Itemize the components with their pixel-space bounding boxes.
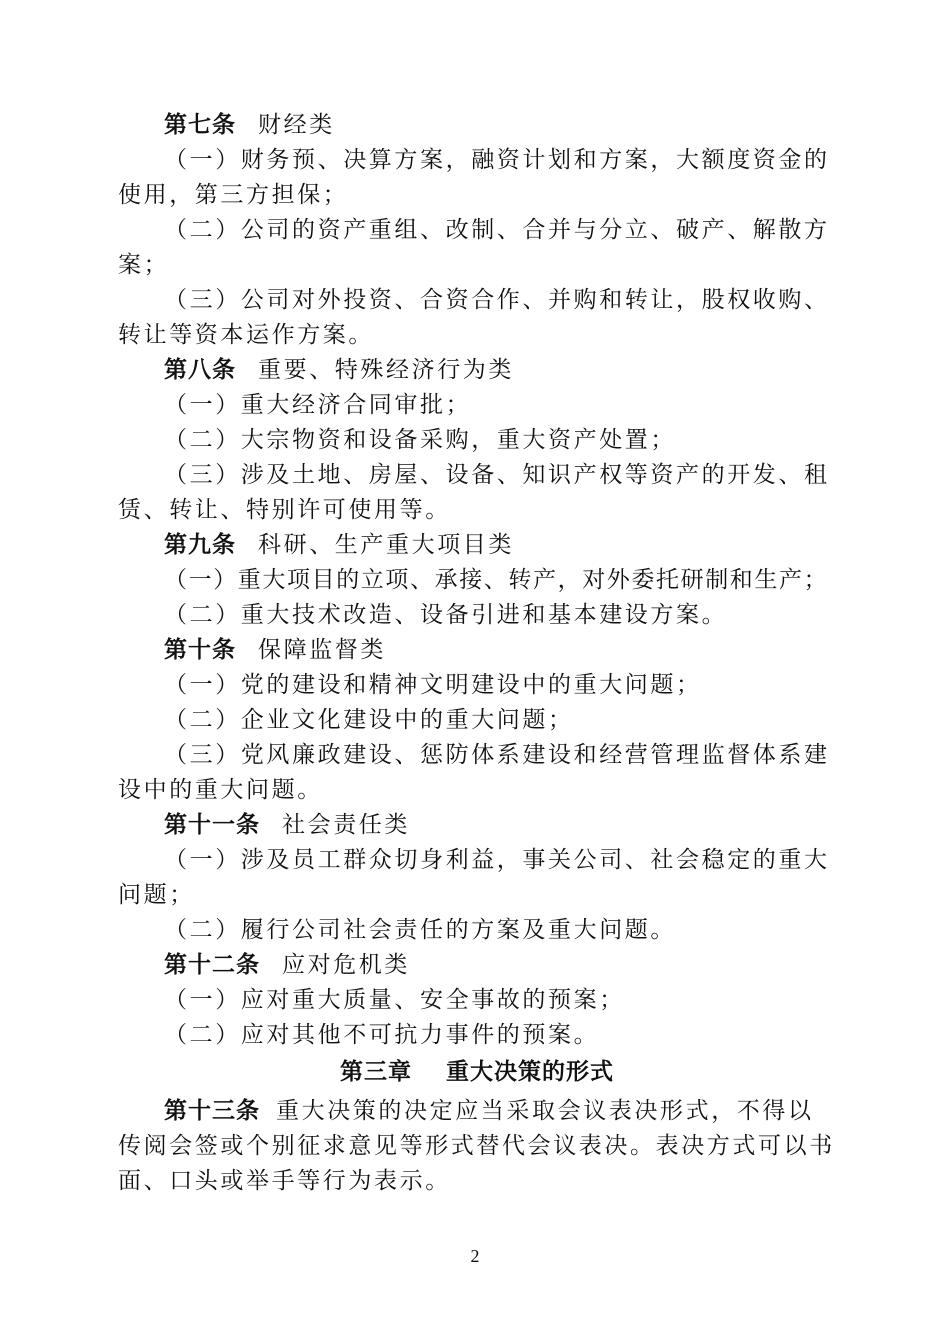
clause-line: 设中的重大问题。 — [118, 777, 323, 803]
paragraph-text: 重大决策的决定应当采取会议表决形式，不得以 — [276, 1098, 814, 1124]
article-heading — [118, 353, 836, 388]
article-8 — [118, 353, 836, 528]
clause-line: （一）涉及员工群众切身利益，事关公司、社会稳定的重大 — [164, 847, 830, 873]
clause-line: （一）应对重大质量、安全事故的预案； — [164, 987, 625, 1013]
article-heading — [118, 808, 836, 843]
article-number: 第十一条 — [164, 812, 260, 838]
clause-line: 转让等资本运作方案。 — [118, 322, 374, 348]
clause-line: 使用，第三方担保； — [118, 182, 349, 208]
article-title: 科研、生产重大项目类 — [258, 532, 514, 558]
clause-line: （一）重大经济合同审批； — [164, 392, 472, 418]
article-title: 社会责任类 — [282, 812, 410, 838]
clause-line: （二）企业文化建设中的重大问题； — [164, 707, 574, 733]
clause-line: （二）应对其他不可抗力事件的预案。 — [164, 1022, 600, 1048]
article-7 — [118, 108, 836, 353]
clause-line: （三）党风廉政建设、惩防体系建设和经营管理监督体系建 — [164, 742, 830, 768]
clause-line: 问题； — [118, 882, 195, 908]
article-title: 重要、特殊经济行为类 — [258, 357, 514, 383]
article-heading — [118, 528, 836, 563]
clause-line: （二）履行公司社会责任的方案及重大问题。 — [164, 917, 676, 943]
article-title: 保障监督类 — [258, 637, 386, 663]
article-title: 财经类 — [258, 112, 335, 138]
article-heading — [118, 948, 836, 983]
clause-line: （三）公司对外投资、合资合作、并购和转让，股权收购、 — [164, 287, 830, 313]
chapter-heading — [118, 1055, 836, 1090]
clause-line: （一）党的建设和精神文明建设中的重大问题； — [164, 672, 702, 698]
article-number: 第十二条 — [164, 952, 260, 978]
clause-line: （一）重大项目的立项、承接、转产，对外委托研制和生产； — [164, 567, 829, 593]
clause-line: （一）财务预、决算方案，融资计划和方案，大额度资金的 — [164, 147, 830, 173]
article-number: 第七条 — [164, 112, 236, 138]
article-heading — [118, 108, 836, 143]
paragraph-line: 传阅会签或个别征求意见等形式替代会议表决。表决方式可以书 — [118, 1133, 835, 1159]
clause-line: （二）公司的资产重组、改制、合并与分立、破产、解散方 — [164, 217, 830, 243]
chapter-title: 重大决策的形式 — [446, 1059, 614, 1085]
article-number: 第九条 — [164, 532, 236, 558]
article-number: 第十三条 — [164, 1098, 260, 1124]
article-9 — [118, 528, 836, 633]
chapter-number: 第三章 — [340, 1059, 412, 1085]
paragraph-first-line — [118, 1094, 836, 1129]
clause-line: （二）大宗物资和设备采购，重大资产处置； — [164, 427, 676, 453]
article-title: 应对危机类 — [282, 952, 410, 978]
paragraph-line: 面、口头或举手等行为表示。 — [118, 1168, 451, 1194]
document-body — [118, 108, 836, 1199]
article-13 — [118, 1094, 836, 1199]
article-number: 第十条 — [164, 637, 236, 663]
article-number: 第八条 — [164, 357, 236, 383]
clause-line: 赁、转让、特别许可使用等。 — [118, 497, 451, 523]
page-number: 2 — [470, 1246, 480, 1266]
clause-line: （三）涉及土地、房屋、设备、知识产权等资产的开发、租 — [164, 462, 830, 488]
clause-line: （二）重大技术改造、设备引进和基本建设方案。 — [164, 602, 728, 628]
article-heading — [118, 633, 836, 668]
article-11 — [118, 808, 836, 948]
article-12 — [118, 948, 836, 1053]
clause-line: 案； — [118, 252, 170, 278]
article-10 — [118, 633, 836, 808]
